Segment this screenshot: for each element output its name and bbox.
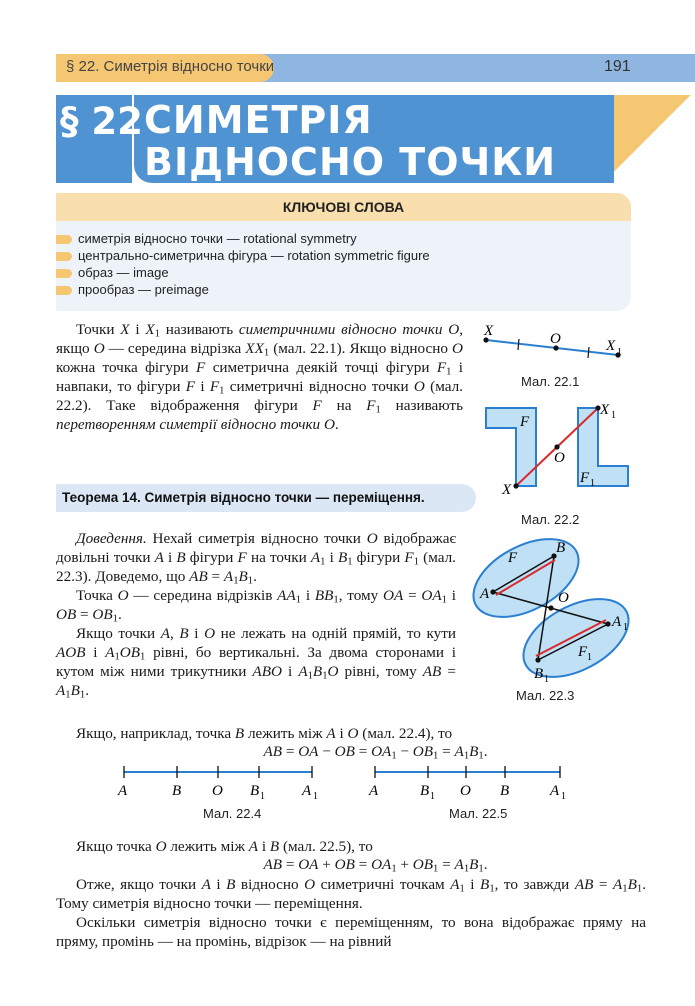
bullet-icon [56,286,72,295]
svg-text:O: O [460,783,471,799]
svg-text:B: B [420,783,430,799]
svg-text:O: O [558,590,569,606]
figure-22-2 [482,400,642,500]
svg-text:1: 1 [611,410,616,421]
running-header: § 22. Симетрія відносно точки [66,58,275,75]
svg-text:X: X [606,338,616,354]
svg-text:1: 1 [617,347,622,358]
figure-22-4-22-5 [110,762,580,802]
keyword-item: симетрія відносно точки — rotational symmetry [78,231,357,246]
page-title-line2: ВІДНОСНО ТОЧКИ [144,140,557,184]
svg-text:X: X [600,402,610,418]
figure-22-3 [466,534,641,684]
svg-text:O: O [212,783,223,799]
svg-text:A: A [369,783,379,799]
svg-text:1: 1 [561,791,566,802]
figure-caption: Мал. 22.5 [449,806,508,821]
section-number: § 22 [60,100,143,143]
case-paragraph: Якщо точка O лежить між A і B (мал. 22.5), то [76,838,373,855]
page-title-line1: СИМЕТРІЯ [144,98,373,142]
svg-text:A: A [118,783,128,799]
svg-text:1: 1 [590,478,595,489]
svg-text:F: F [508,550,518,566]
svg-text:F: F [580,470,590,486]
svg-text:F: F [520,414,530,430]
proof-paragraph: Доведення. Нехай симетрія відносно точки O відображає довільні точки A і B фігури F на точки $A_1$ і $B_1$ фігури $F_1$ (мал. 22.3). Доведемо, що AB = $A_1B_1$. Точка O — середина відрізків $AA_1$ і $BB_1$, тому OA = $OA_1$ і OB = $OB_1$. Якщо точки A, B і O не лежать на одній прямій, то кути AOB і $A_1OB_1$ рівні, бо вертикальні. За двома сторонами і кутом між ними трикутники ABO і $A_1B_1O$ рівні, тому AB = $A_1B_1$. [56,530,456,701]
figure-caption: Мал. 22.2 [521,512,580,527]
svg-text:B: B [250,783,260,799]
svg-text:1: 1 [430,791,435,802]
keyword-item: образ — image [78,265,169,280]
svg-text:A: A [550,783,560,799]
bullet-icon [56,252,72,261]
svg-text:F: F [578,644,588,660]
formula: AB = OA + OB = $OA_1 + OB_1 = A_1B_1$. [263,856,488,875]
figure-22-1 [478,318,638,366]
keyword-item: прообраз — preimage [78,282,209,297]
svg-text:1: 1 [587,652,592,663]
svg-text:X: X [502,482,512,498]
svg-text:X: X [484,323,494,339]
figure-caption: Мал. 22.3 [516,688,575,703]
svg-text:1: 1 [313,791,318,802]
svg-text:B: B [556,540,566,556]
bullet-icon [56,235,72,244]
svg-text:B: B [534,666,544,682]
svg-text:A: A [302,783,312,799]
formula: AB = OA − OB = $OA_1 - OB_1 = A_1B_1$. [263,743,488,762]
definition-paragraph: Точки X і $X_1$ називають симетричними відносно точки O, якщо O — середина відрізка $XX_1$ (мал. 22.1). Якщо відносно O кожна точка фігури F симетрична деякій точці фігури $F_1$ і навпаки, то фігури F і $F_1$ симетричні відносно точки O (мал. 22.2). Таке відображення фігури F на $F_1$ називають перетворенням симетрії відносно точки O. [56,321,463,433]
svg-text:A: A [612,614,622,630]
page-number: 191 [604,58,631,75]
figure-caption: Мал. 22.4 [203,806,262,821]
svg-text:1: 1 [544,674,549,684]
conclusion-paragraph: Отже, якщо точки A і B відносно O симетричні точкам $A_1$ і $B_1$, то завжди AB = $A_1B_1$. Тому симетрія відносно точки — переміщення. Оскільки симетрія відносно точки є переміщенням, то вона відображає пряму на пряму, промінь — на промінь, відрізок — на рівний [56,876,646,950]
figure-caption: Мал. 22.1 [521,374,580,389]
bullet-icon [56,269,72,278]
theorem-statement: Теорема 14. Симетрія відносно точки — переміщення. [62,490,425,505]
svg-text:O: O [554,450,565,466]
case-paragraph: Якщо, наприклад, точка B лежить між A і O (мал. 22.4), то [76,725,453,742]
keywords-title: КЛЮЧОВІ СЛОВА [282,199,405,215]
svg-text:B: B [172,783,182,799]
svg-text:B: B [500,783,510,799]
svg-text:A: A [480,586,490,602]
keyword-item: центрально-симетрична фігура — rotation symmetric figure [78,248,430,263]
svg-text:1: 1 [623,622,628,633]
svg-text:O: O [550,331,561,347]
svg-text:1: 1 [260,791,265,802]
